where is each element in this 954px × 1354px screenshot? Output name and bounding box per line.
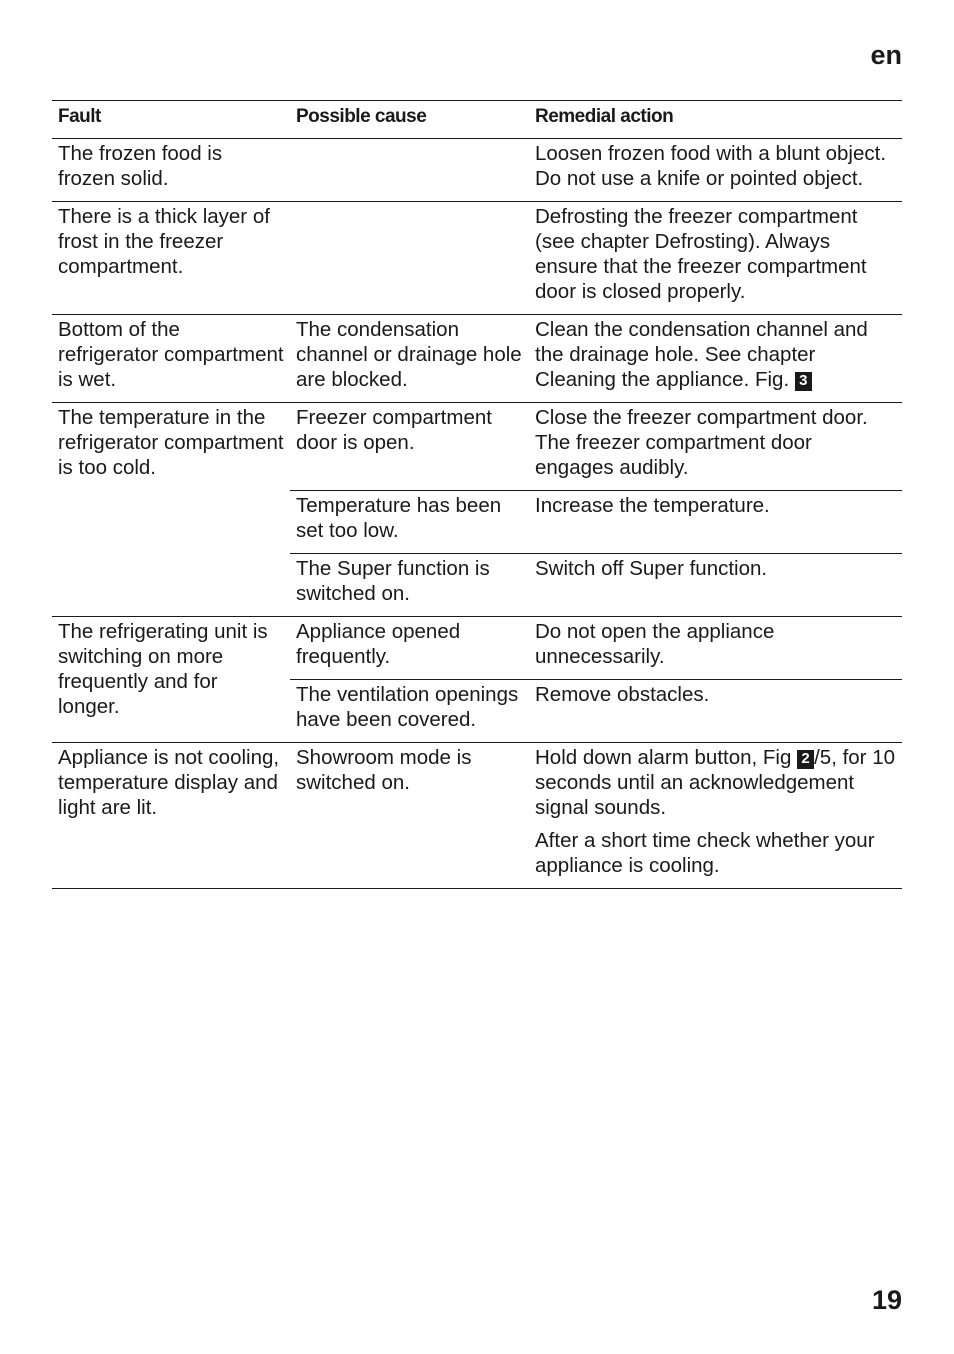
table-row	[52, 617, 902, 680]
cause-cell: Temperature has been set too low.	[290, 491, 529, 554]
action-cell: Increase the temperature.	[529, 491, 902, 554]
table-row	[52, 202, 902, 315]
fault-cell: Appliance is not cooling, temperature display and light are lit.	[52, 743, 290, 889]
table-row	[52, 315, 902, 403]
fault-cell: The temperature in the refrigerator compartment is too cold.	[52, 403, 290, 617]
action-cell: Close the freezer compartment door. The freezer compartment door engages audibly.	[529, 403, 902, 491]
action-text: Hold down alarm button, Fig	[535, 746, 792, 769]
cause-cell: Appliance opened frequently.	[290, 617, 529, 680]
cause-cell: Showroom mode is switched on.	[290, 743, 529, 889]
cause-cell: Freezer compartment door is open.	[290, 403, 529, 491]
action-second-paragraph: After a short time check whether your appliance is cooling.	[535, 829, 875, 877]
fault-cell: There is a thick layer of frost in the freezer compartment.	[52, 202, 290, 315]
figure-number-badge: 2	[797, 750, 814, 769]
action-cell: Defrosting the freezer compartment (see chapter Defrosting). Always ensure that the freezer compartment door is closed properly.	[529, 202, 902, 315]
action-cell	[529, 743, 902, 889]
fault-cell: Bottom of the refrigerator compartment is wet.	[52, 315, 290, 403]
fault-cell: The frozen food is frozen solid.	[52, 139, 290, 202]
header-fault: Fault	[52, 101, 290, 139]
cause-cell: The ventilation openings have been covered.	[290, 680, 529, 743]
language-code: en	[870, 40, 902, 70]
action-cell	[529, 315, 902, 403]
action-cell: Do not open the appliance unnecessarily.	[529, 617, 902, 680]
troubleshooting-table	[52, 100, 902, 889]
fault-cell: The refrigerating unit is switching on more frequently and for longer.	[52, 617, 290, 743]
cause-cell: The Super function is switched on.	[290, 554, 529, 617]
action-cell: Remove obstacles.	[529, 680, 902, 743]
figure-number-badge: 3	[795, 372, 812, 391]
table-row	[52, 139, 902, 202]
cause-cell	[290, 202, 529, 315]
page-number: 19	[871, 1285, 902, 1315]
header-possible-cause: Possible cause	[290, 101, 529, 139]
header-remedial-action: Remedial action	[529, 101, 902, 139]
cause-cell: The condensation channel or drainage hole are blocked.	[290, 315, 529, 403]
action-cell: Loosen frozen food with a blunt object. Do not use a knife or pointed object.	[529, 139, 902, 202]
action-text: Clean the condensation channel and the drainage hole. See chapter Cleaning the appliance. Fig.	[535, 318, 868, 391]
cause-cell	[290, 139, 529, 202]
table-row	[52, 403, 902, 491]
table-row	[52, 743, 902, 889]
action-cell: Switch off Super function.	[529, 554, 902, 617]
table-header-row	[52, 101, 902, 139]
action-text-continued: /5, for 10 seconds until an acknowledgement signal sounds.	[535, 746, 896, 819]
